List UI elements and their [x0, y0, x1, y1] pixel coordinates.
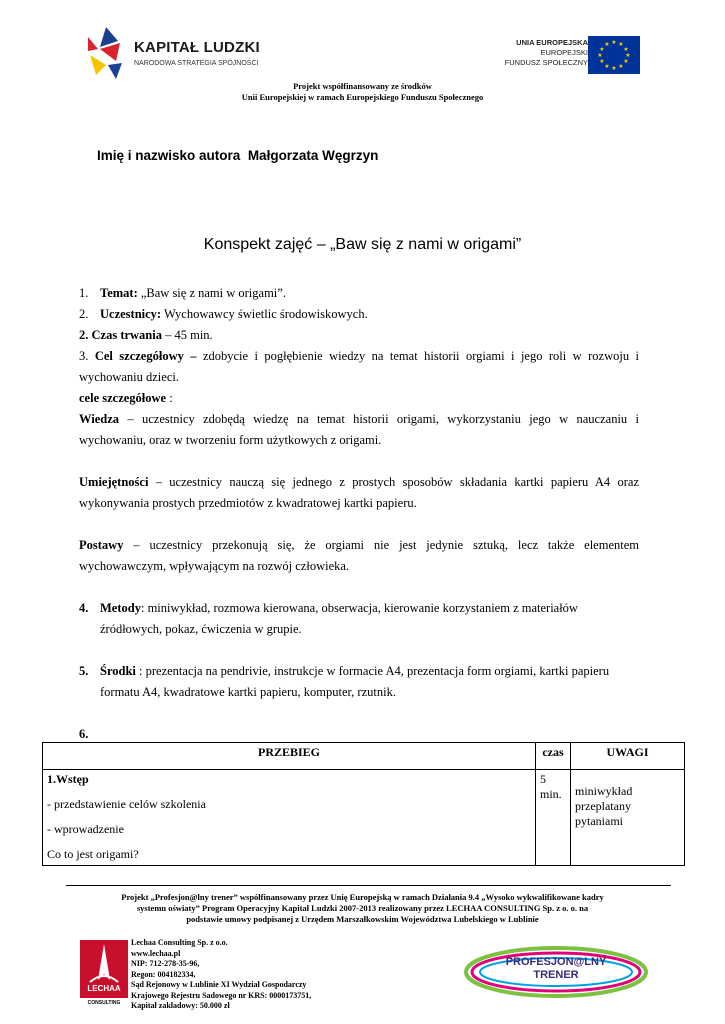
- item-resources: [79, 661, 639, 703]
- czas-unit: min.: [540, 787, 562, 801]
- goal-attitudes: [79, 535, 639, 577]
- item-label: Metody: [100, 601, 141, 615]
- goals-colon: :: [166, 391, 173, 405]
- profesjonalny-trener-logo: [458, 944, 654, 1000]
- eu-line-2: EUROPEJSKI: [540, 48, 588, 57]
- footer-line-3: podstawie umowy podpisanej z Urzędem Marszałkowskim Województwa Lubelskiego w Lublinie: [186, 914, 539, 924]
- item-label: Środki: [100, 664, 136, 678]
- item-topic: [79, 283, 639, 304]
- lechaa-sub: CONSULTING: [87, 1000, 121, 1006]
- goal-text: – uczestnicy zdobędą wiedzę na temat historii origami, wykorzystaniu jego w nauczaniu i wychowaniu, oraz w tworzeniu form użytkowych z origami.: [79, 412, 639, 447]
- row-line-3: Co to jest origami?: [47, 847, 139, 861]
- svg-text:★: ★: [623, 46, 629, 53]
- row-przebieg: [43, 770, 536, 866]
- row-czas: [536, 770, 571, 866]
- lesson-flow-table: [42, 742, 685, 866]
- svg-text:★: ★: [611, 65, 617, 72]
- item-label: Temat:: [100, 286, 138, 300]
- goal-skills: [79, 472, 639, 514]
- footer-project-note: [70, 892, 655, 925]
- item-text: „Baw się z nami w origami”.: [137, 286, 286, 300]
- footer-divider: [66, 885, 671, 886]
- goal-label: Wiedza: [79, 412, 120, 426]
- czas-value: 5: [540, 772, 546, 786]
- row-title: 1.Wstęp: [47, 772, 89, 786]
- item-label: Cel szczegółowy –: [94, 349, 197, 363]
- item-label: Uczestnicy:: [100, 307, 162, 321]
- row-line-1: - przedstawienie celów szkolenia: [47, 797, 206, 811]
- company-info: [131, 938, 311, 1012]
- trener-text: [458, 956, 654, 982]
- company-line: www.lechaa.pl: [131, 948, 181, 958]
- lechaa-logo: [80, 940, 128, 1010]
- row-uwagi: [571, 770, 685, 866]
- svg-text:★: ★: [597, 52, 603, 59]
- item-text: – 45 min.: [161, 328, 213, 342]
- footer-line-1: Projekt „Profesjon@lny trener” współfinansowany przez Unię Europejską w ramach Działania 9.4 „Wysoko wykwalifikowane kadry: [121, 892, 604, 902]
- goals-label: cele szczegółowe: [79, 391, 167, 405]
- item-number: 5.: [79, 664, 89, 678]
- svg-text:★: ★: [599, 58, 605, 65]
- cofin-line-2: Unii Europejskiej w ramach Europejskiego Funduszu Społecznego: [241, 92, 484, 102]
- kapital-ludzki-emblem-icon: [86, 25, 130, 83]
- header-przebieg: PRZEBIEG: [43, 743, 536, 770]
- goal-text: – uczestnicy nauczą się jednego z prostych sposobów składania kartki papieru A4 oraz wykonywania prostych przedmiotów z kwadratowej kartki papieru.: [79, 475, 639, 510]
- author-name: Małgorzata Węgrzyn: [247, 148, 379, 163]
- author-line: [97, 148, 378, 163]
- trener-line-2: TRENER: [533, 969, 579, 981]
- svg-text:★: ★: [618, 41, 624, 48]
- table-row: [43, 770, 685, 866]
- lesson-plan-body: [79, 283, 639, 745]
- item-methods: [79, 598, 639, 640]
- uwagi-line-1: miniwykład: [575, 784, 633, 798]
- item-text: zdobycie i pogłębienie wiedzy na temat historii orgiami i jego roli w rozwoju i wychowaniu dzieci.: [79, 349, 640, 384]
- kapital-ludzki-subtitle: NARODOWA STRATEGIA SPÓJNOŚCI: [134, 60, 259, 67]
- item-number: 1.: [79, 286, 89, 300]
- item-text: Wychowawcy świetlic środowiskowych.: [161, 307, 368, 321]
- item-duration: [79, 325, 639, 346]
- goal-knowledge: [79, 409, 639, 451]
- company-line: Sąd Rejonowy w Lublinie XI Wydział Gospodarczy: [131, 980, 307, 989]
- eu-line-1: UNIA EUROPEJSKA: [516, 38, 588, 47]
- goal-text: – uczestnicy przekonują się, że orgiami nie jest jedynie sztuką, lecz także elementem wychowawczym, wpływającym na rozwój człowieka.: [79, 538, 639, 573]
- svg-text:★: ★: [604, 63, 610, 70]
- eu-text: [505, 38, 588, 68]
- header-uwagi: UWAGI: [571, 743, 685, 770]
- company-line: NIP: 712-278-35-96,: [131, 959, 200, 968]
- trener-line-1: PROFESJON@LNY: [505, 956, 607, 968]
- row-line-2: - wprowadzenie: [47, 822, 124, 836]
- item-participants: [79, 304, 639, 325]
- svg-text:★: ★: [625, 52, 631, 59]
- company-line: Lechaa Consulting Sp. z o.o.: [131, 938, 228, 947]
- goal-label: Postawy: [79, 538, 124, 552]
- item-goal: [79, 346, 639, 388]
- author-label: Imię i nazwisko autora: [97, 148, 241, 163]
- company-line: Regon: 004182334,: [131, 969, 196, 979]
- kapital-ludzki-logo: [86, 25, 276, 85]
- item-number: 6.: [79, 727, 89, 741]
- goals-heading: [79, 388, 639, 409]
- table-header-row: [43, 743, 685, 770]
- company-line: Kapitał zakładowy: 50.000 zł: [131, 1001, 230, 1010]
- goal-label: Umiejętności: [79, 475, 149, 489]
- svg-text:★: ★: [611, 39, 617, 46]
- item-number: 3.: [79, 349, 95, 363]
- item-text: : prezentacja na pendrivie, instrukcje w formacie A4, prezentacja form orgiami, kartki papieru formatu A4, kwadratowe kartki papieru, komputer, rzutnik.: [100, 664, 610, 699]
- item-label: 2. Czas trwania: [79, 328, 162, 342]
- header-czas: czas: [536, 743, 571, 770]
- cofin-line-1: Projekt współfinansowany ze środków: [293, 81, 432, 91]
- eu-flag-icon: [588, 36, 640, 74]
- company-line: Krajowego Rejestru Sadowego nr KRS: 0000173751,: [131, 990, 312, 1000]
- document-title: Konspekt zajęć – „Baw się z nami w origami”: [203, 236, 522, 253]
- lechaa-name: LECHAA: [87, 984, 121, 993]
- svg-text:★: ★: [604, 41, 610, 48]
- item-number: 2.: [79, 307, 89, 321]
- uwagi-line-2: przeplatany: [575, 799, 631, 813]
- svg-text:★: ★: [618, 63, 624, 70]
- cofinancing-note: [0, 81, 725, 103]
- kapital-ludzki-title: KAPITAŁ LUDZKI: [134, 39, 260, 56]
- eu-logo: [482, 26, 650, 86]
- uwagi-line-3: pytaniami: [575, 814, 623, 828]
- item-text: : miniwykład, rozmowa kierowana, obserwacja, kierowanie korzystaniem z materiałów źródłowych, pokaz, ćwiczenia w grupie.: [100, 601, 578, 636]
- svg-text:★: ★: [599, 46, 605, 53]
- svg-text:★: ★: [623, 58, 629, 65]
- footer-line-2: systemu oświaty” Program Operacyjny Kapitał Ludzki 2007-2013 realizowany przez LECHAA CONSULTING Sp. z o. o. na: [136, 903, 589, 913]
- lechaa-logo-icon: [80, 940, 128, 998]
- item-number: 4.: [79, 601, 89, 615]
- eu-line-3: FUNDUSZ SPOŁECZNY: [504, 58, 588, 67]
